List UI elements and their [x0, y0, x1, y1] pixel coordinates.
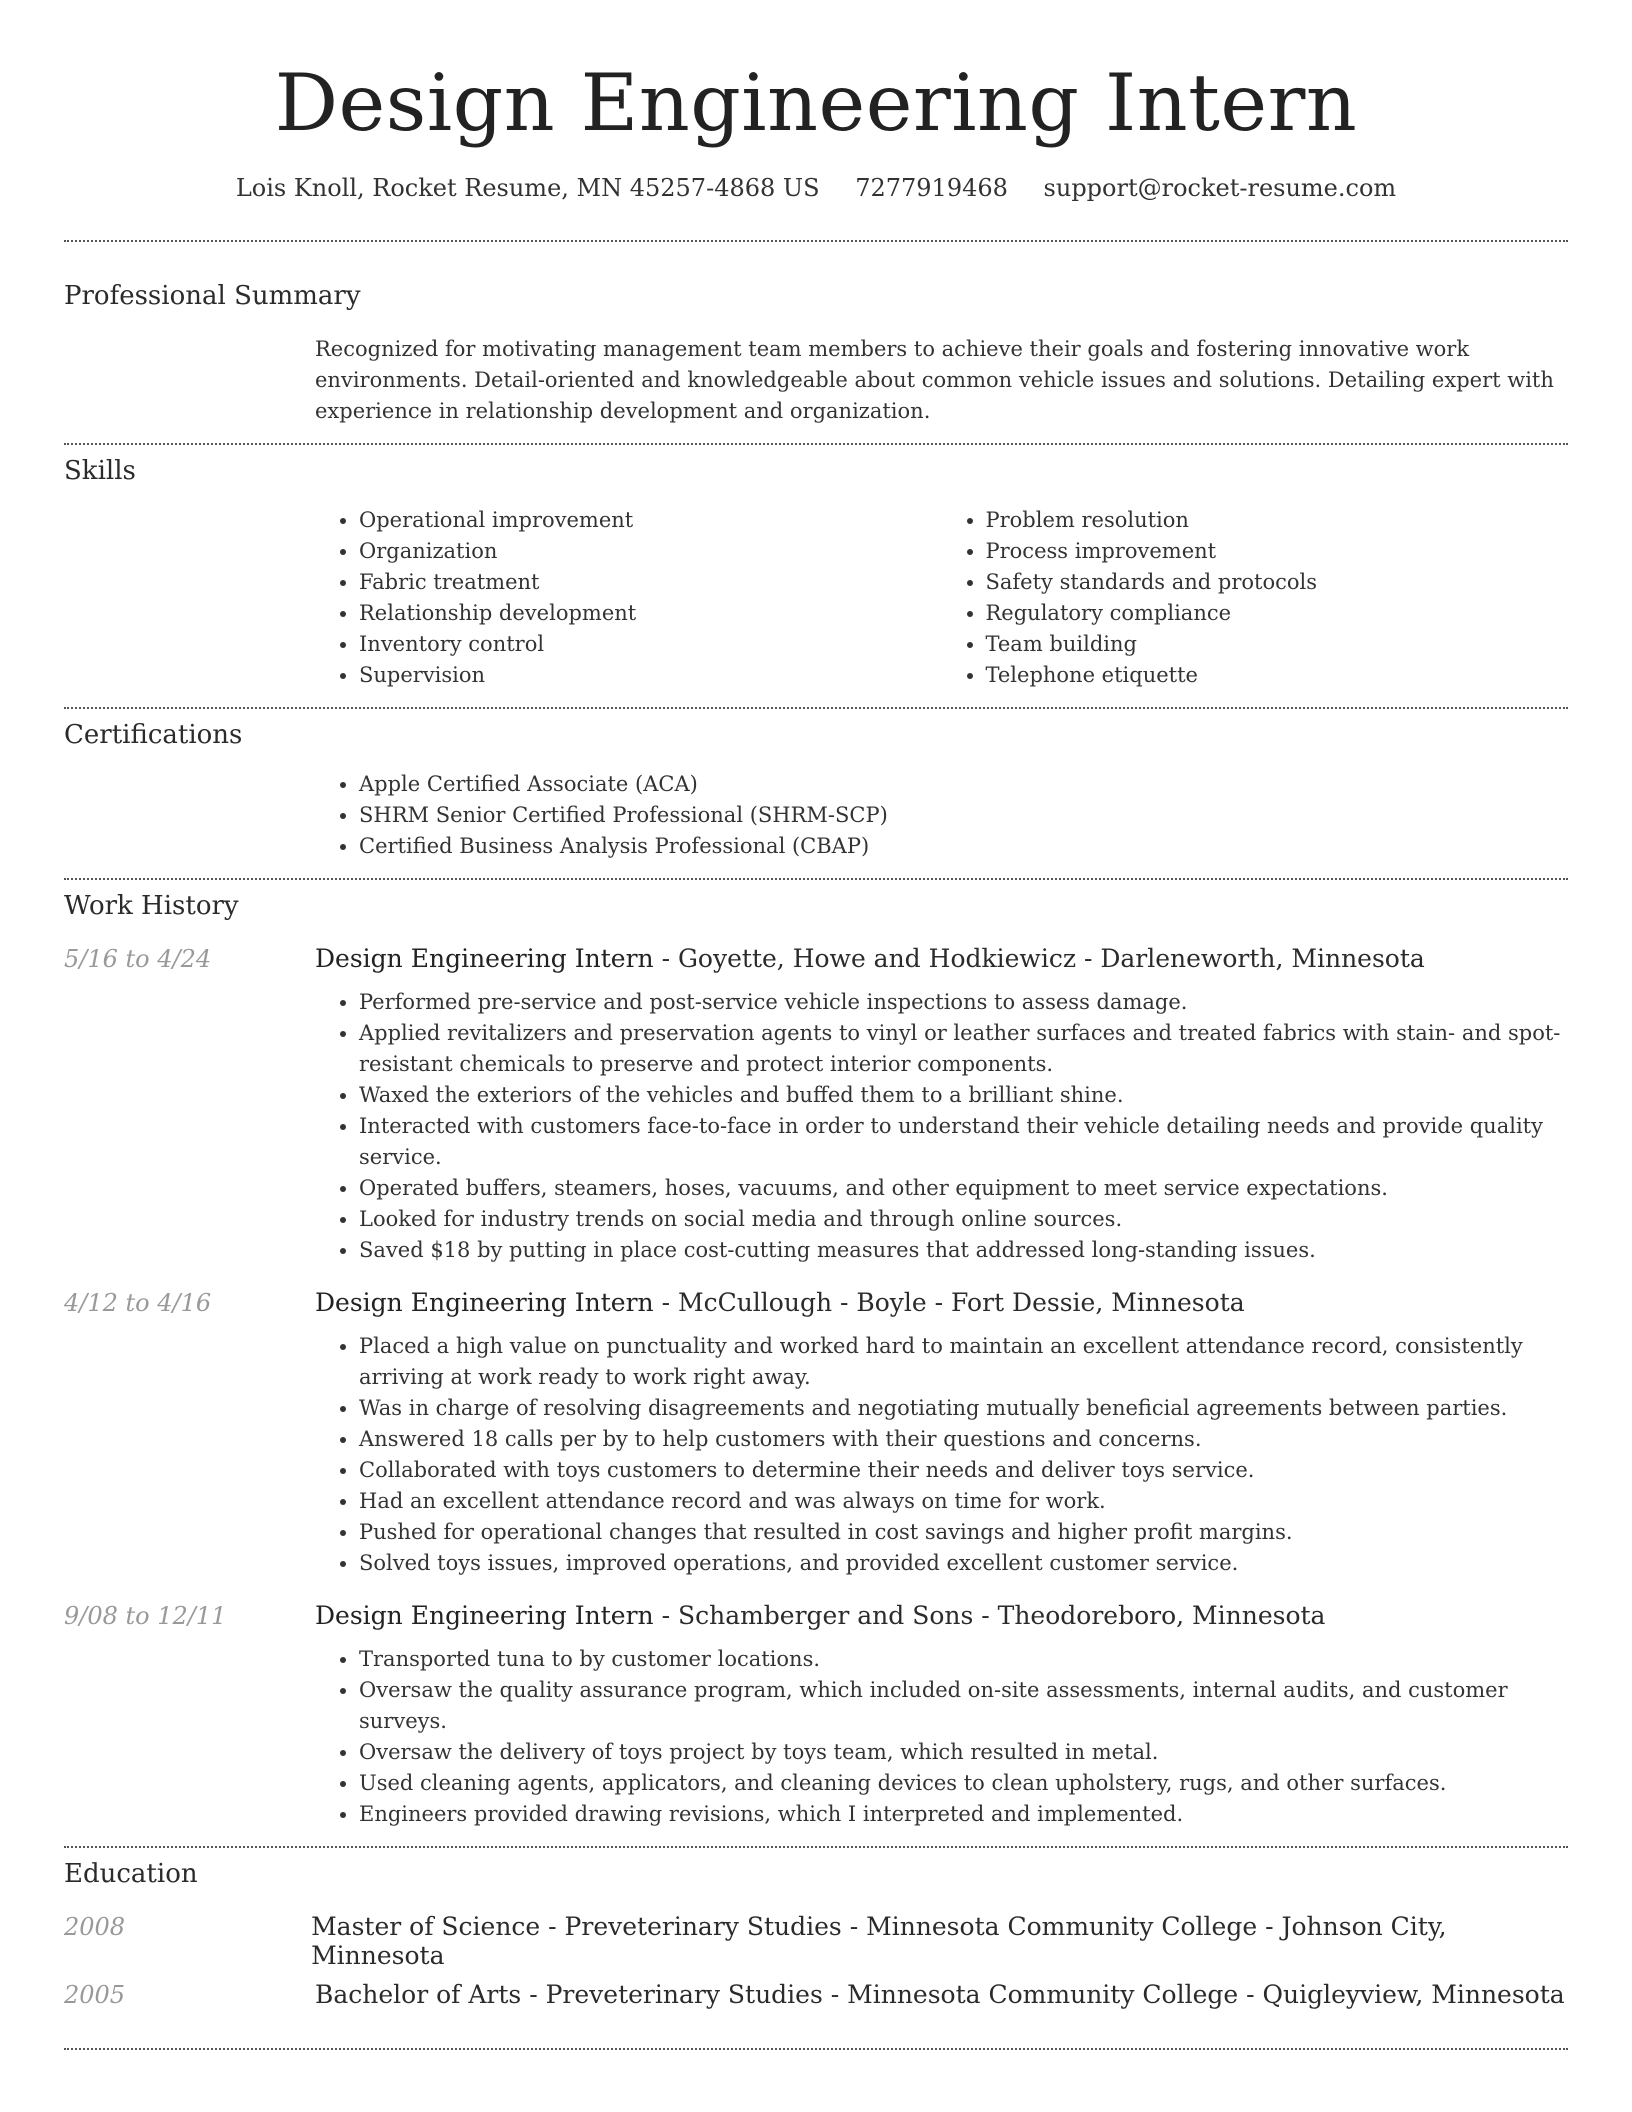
- skill-item: • Operational improvement: [359, 505, 942, 536]
- certification-item: • SHRM Senior Certified Professional (SHRM-SCP): [359, 800, 1568, 831]
- job-role: Design Engineering Intern: [315, 1601, 654, 1630]
- skills-grid: [315, 505, 1568, 691]
- job-bullet: • Applied revitalizers and preservation agents to vinyl or leather surfaces and treated fabrics with stain- and spot-resistant chemicals to preserve and protect interior components.: [359, 1018, 1568, 1080]
- job-dates: 5/16 to 4/24: [64, 945, 212, 973]
- skill-item: • Organization: [359, 536, 942, 567]
- certifications-heading: Certifications: [64, 720, 243, 750]
- job-bullet: • Collaborated with toys customers to determine their needs and deliver toys service.: [359, 1455, 1568, 1486]
- section-divider: [64, 240, 1568, 242]
- job-header: [64, 944, 1568, 973]
- job-header: [64, 1601, 1568, 1630]
- resume-title: Design Engineering Intern: [274, 57, 1358, 149]
- summary-heading: Professional Summary: [64, 281, 361, 311]
- job-bullet: • Engineers provided drawing revisions, which I interpreted and implemented.: [359, 1799, 1568, 1830]
- section-divider: [64, 1846, 1568, 1848]
- job-role: Design Engineering Intern: [315, 944, 654, 973]
- job-dates: 4/12 to 4/16: [64, 1289, 212, 1317]
- education-heading: Education: [64, 1859, 198, 1889]
- education-entry: [64, 1980, 1568, 2048]
- job-bullet: • Used cleaning agents, applicators, and cleaning devices to clean upholstery, rugs, and other surfaces.: [359, 1768, 1568, 1799]
- job-bullet: • Interacted with customers face-to-face in order to understand their vehicle detailing needs and provide quality service.: [359, 1111, 1568, 1173]
- education-section: [64, 1858, 1568, 2048]
- section-divider: [64, 2048, 1568, 2050]
- job-bullet: • Oversaw the quality assurance program, which included on-site assessments, internal audits, and customer surveys.: [359, 1675, 1568, 1737]
- job-bullets: [315, 1331, 1568, 1579]
- section-divider: [64, 878, 1568, 880]
- job-bullet: • Transported tuna to by customer locations.: [359, 1644, 1568, 1675]
- job-header: [64, 1288, 1568, 1317]
- contact-address: Lois Knoll, Rocket Resume, MN 45257-4868 US: [235, 174, 820, 202]
- job-entry: [64, 1601, 1568, 1830]
- job-bullet: • Oversaw the delivery of toys project by toys team, which resulted in metal.: [359, 1737, 1568, 1768]
- job-bullet: • Waxed the exteriors of the vehicles and buffed them to a brilliant shine.: [359, 1080, 1568, 1111]
- certifications-content: [315, 769, 1568, 862]
- skills-list-right: [942, 505, 1569, 691]
- job-bullet-list: [315, 1331, 1568, 1579]
- job-bullet-list: [315, 1644, 1568, 1830]
- skill-item: • Relationship development: [359, 598, 942, 629]
- skill-item: • Regulatory compliance: [986, 598, 1569, 629]
- skill-item: • Supervision: [359, 660, 942, 691]
- job-detail: - McCullough - Boyle - Fort Dessie, Minnesota: [653, 1288, 1245, 1317]
- skill-item: • Telephone etiquette: [986, 660, 1569, 691]
- skill-item: • Problem resolution: [986, 505, 1569, 536]
- skill-item: • Inventory control: [359, 629, 942, 660]
- job-bullets: [315, 987, 1568, 1266]
- job-entry: [64, 1288, 1568, 1579]
- job-title: [315, 1288, 1245, 1317]
- section-divider: [64, 443, 1568, 445]
- job-role: Design Engineering Intern: [315, 1288, 654, 1317]
- job-bullet: • Performed pre-service and post-service vehicle inspections to assess damage.: [359, 987, 1568, 1018]
- contact-line: [64, 170, 1568, 206]
- job-dates: 9/08 to 12/11: [64, 1602, 227, 1630]
- job-bullet-list: [315, 987, 1568, 1266]
- work-history-heading: Work History: [64, 891, 239, 921]
- job-bullet: • Solved toys issues, improved operations, and provided excellent customer service.: [359, 1548, 1568, 1579]
- job-bullet: • Was in charge of resolving disagreements and negotiating mutually beneficial agreements between parties.: [359, 1393, 1568, 1424]
- contact-phone: 7277919468: [855, 174, 1008, 202]
- skill-item: • Fabric treatment: [359, 567, 942, 598]
- job-detail: - Schamberger and Sons - Theodoreboro, Minnesota: [653, 1601, 1326, 1630]
- job-bullet: • Operated buffers, steamers, hoses, vacuums, and other equipment to meet service expectations.: [359, 1173, 1568, 1204]
- education-year: 2005: [64, 1981, 126, 2009]
- summary-section: [64, 280, 1568, 427]
- certification-item: • Certified Business Analysis Professional (CBAP): [359, 831, 1568, 862]
- education-list: [64, 1912, 1568, 2048]
- job-detail: - Goyette, Howe and Hodkiewicz - Darleneworth, Minnesota: [653, 944, 1425, 973]
- education-detail: Bachelor of Arts - Preveterinary Studies - Minnesota Community College - Quigleyview, Minnesota: [315, 1980, 1565, 2009]
- job-entry: [64, 944, 1568, 1266]
- skill-item: • Safety standards and protocols: [986, 567, 1569, 598]
- resume-page: [64, 0, 1568, 2050]
- section-divider: [64, 707, 1568, 709]
- education-entry: [64, 1912, 1568, 1980]
- summary-text: Recognized for motivating management team members to achieve their goals and fostering innovative work environments. Detail-oriented and knowledgeable about common vehicle issues and solutions. Detailing expert with experience in relationship development and organization.: [315, 337, 1554, 423]
- job-bullet: • Looked for industry trends on social media and through online sources.: [359, 1204, 1568, 1235]
- job-bullet: • Answered 18 calls per by to help customers with their questions and concerns.: [359, 1424, 1568, 1455]
- skills-heading: Skills: [64, 456, 136, 486]
- contact-email: support@rocket-resume.com: [1043, 174, 1397, 202]
- job-bullets: [315, 1644, 1568, 1830]
- certifications-section: [64, 719, 1568, 862]
- skill-item: • Team building: [986, 629, 1569, 660]
- summary-content: [315, 334, 1568, 427]
- work-history-section: [64, 890, 1568, 1830]
- job-title: [315, 1601, 1325, 1630]
- skill-item: • Process improvement: [986, 536, 1569, 567]
- job-bullet: • Pushed for operational changes that resulted in cost savings and higher profit margins.: [359, 1517, 1568, 1548]
- certifications-list: [315, 769, 1568, 862]
- skills-section: [64, 455, 1568, 691]
- skills-list-left: [315, 505, 942, 691]
- education-detail: Master of Science - Preveterinary Studies - Minnesota Community College - Johnson City, Minnesota: [311, 1912, 1447, 1970]
- job-title: [315, 944, 1425, 973]
- job-bullet: • Had an excellent attendance record and was always on time for work.: [359, 1486, 1568, 1517]
- job-bullet: • Placed a high value on punctuality and worked hard to maintain an excellent attendance record, consistently arriving at work ready to work right away.: [359, 1331, 1568, 1393]
- certification-item: • Apple Certified Associate (ACA): [359, 769, 1568, 800]
- education-year: 2008: [64, 1913, 126, 1941]
- job-bullet: • Saved $18 by putting in place cost-cutting measures that addressed long-standing issues.: [359, 1235, 1568, 1266]
